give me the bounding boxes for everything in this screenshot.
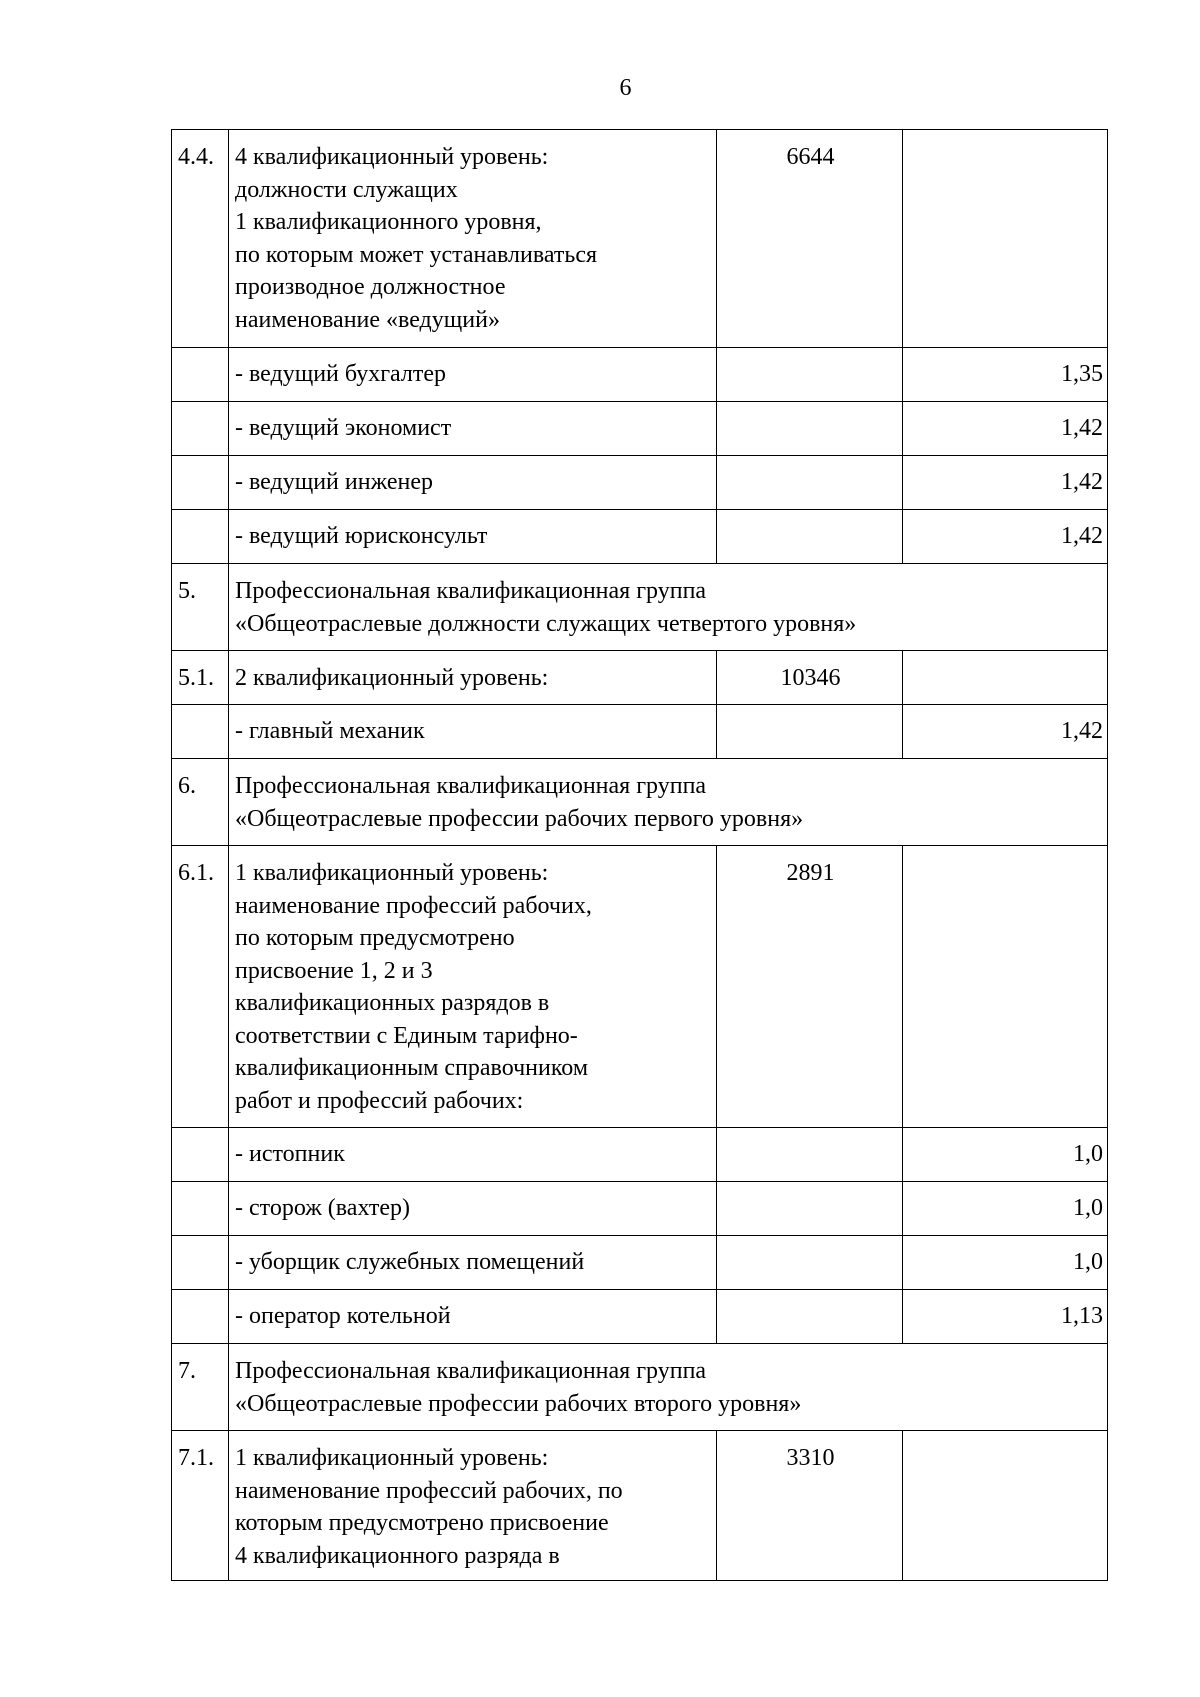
group-heading-line: «Общеотраслевые профессии рабочих первого уровня» — [235, 805, 804, 832]
table-row-position — [172, 705, 1108, 759]
group-heading-line: Профессиональная квалификационная группа — [235, 773, 707, 799]
table-row-group-5 — [172, 564, 1108, 651]
description-line: квалификационных разрядов в — [235, 990, 550, 1016]
coefficient: 1,0 — [903, 1182, 1108, 1236]
table-row-group-7 — [172, 1344, 1108, 1431]
page-number: 6 — [619, 75, 632, 101]
description-line: 4 квалификационного разряда в — [235, 1542, 560, 1569]
table-row-position — [172, 1128, 1108, 1182]
position-name: - сторож (вахтер) — [229, 1182, 717, 1236]
row-number: 4.4. — [172, 130, 229, 348]
row-number — [172, 402, 229, 456]
row-number — [172, 705, 229, 759]
base-salary — [717, 1236, 903, 1290]
row-number: 7. — [172, 1344, 229, 1431]
row-number — [172, 510, 229, 564]
row-number: 6. — [172, 759, 229, 846]
qualification-description — [229, 846, 717, 1128]
row-number — [172, 1128, 229, 1182]
salary-coefficient-table — [171, 129, 1108, 1581]
group-heading-line: «Общеотраслевые профессии рабочих второго уровня» — [235, 1390, 802, 1417]
coefficient — [903, 1431, 1108, 1581]
table-row-4-4 — [172, 130, 1108, 348]
position-name: - ведущий инженер — [229, 456, 717, 510]
base-salary — [717, 705, 903, 759]
group-heading-line: Профессиональная квалификационная группа — [235, 578, 707, 604]
coefficient: 1,42 — [903, 456, 1108, 510]
coefficient: 1,0 — [903, 1128, 1108, 1182]
base-salary: 2891 — [717, 846, 903, 1128]
table-row-group-6 — [172, 759, 1108, 846]
coefficient — [903, 846, 1108, 1128]
description-line: производное должностное — [235, 274, 506, 300]
description-line: наименование «ведущий» — [235, 306, 500, 333]
coefficient: 1,0 — [903, 1236, 1108, 1290]
group-heading — [229, 1344, 1108, 1431]
group-heading-line: Профессиональная квалификационная группа — [235, 1358, 707, 1384]
description-line: квалификационным справочником — [235, 1055, 589, 1081]
position-name: - ведущий экономист — [229, 402, 717, 456]
description-line: 1 квалификационного уровня, — [235, 209, 542, 235]
description-line: по которым предусмотрено — [235, 925, 515, 951]
row-number: 5. — [172, 564, 229, 651]
coefficient: 1,42 — [903, 402, 1108, 456]
table-row-6-1 — [172, 846, 1108, 1128]
base-salary — [717, 1128, 903, 1182]
description-line: работ и профессий рабочих: — [235, 1087, 524, 1114]
table-row-position — [172, 1290, 1108, 1344]
row-number: 7.1. — [172, 1431, 229, 1581]
coefficient: 1,42 — [903, 705, 1108, 759]
description-line: присвоение 1, 2 и 3 — [235, 957, 433, 984]
position-name: - ведущий бухгалтер — [229, 348, 717, 402]
qualification-description — [229, 1431, 717, 1581]
row-number — [172, 1290, 229, 1344]
description-line: 1 квалификационный уровень: — [235, 1445, 549, 1471]
coefficient — [903, 651, 1108, 705]
base-salary — [717, 348, 903, 402]
table-row-position — [172, 510, 1108, 564]
qualification-description — [229, 130, 717, 348]
description-line: 1 квалификационный уровень: — [235, 860, 549, 886]
table-row-position — [172, 402, 1108, 456]
group-heading-line: «Общеотраслевые должности служащих четвертого уровня» — [235, 610, 857, 637]
row-number: 6.1. — [172, 846, 229, 1128]
row-number: 5.1. — [172, 651, 229, 705]
coefficient: 1,13 — [903, 1290, 1108, 1344]
description-line: наименование профессий рабочих, — [235, 892, 592, 919]
coefficient: 1,35 — [903, 348, 1108, 402]
description-line: наименование профессий рабочих, по — [235, 1477, 623, 1504]
table-row-7-1 — [172, 1431, 1108, 1581]
base-salary: 10346 — [717, 651, 903, 705]
coefficient — [903, 130, 1108, 348]
position-name: - оператор котельной — [229, 1290, 717, 1344]
table-row-position — [172, 1182, 1108, 1236]
group-heading — [229, 759, 1108, 846]
position-name: - главный механик — [229, 705, 717, 759]
table-row-position — [172, 456, 1108, 510]
row-number — [172, 1182, 229, 1236]
description-line: по которым может устанавливаться — [235, 241, 598, 268]
row-number — [172, 348, 229, 402]
coefficient: 1,42 — [903, 510, 1108, 564]
base-salary — [717, 1182, 903, 1236]
row-number — [172, 456, 229, 510]
description-line: которым предусмотрено присвоение — [235, 1510, 609, 1536]
description-line: должности служащих — [235, 176, 458, 203]
position-name: - уборщик служебных помещений — [229, 1236, 717, 1290]
qualification-description: 2 квалификационный уровень: — [229, 651, 717, 705]
base-salary — [717, 510, 903, 564]
table-row-position — [172, 348, 1108, 402]
base-salary: 6644 — [717, 130, 903, 348]
table-row-5-1 — [172, 651, 1108, 705]
row-number — [172, 1236, 229, 1290]
base-salary: 3310 — [717, 1431, 903, 1581]
position-name: - ведущий юрисконсульт — [229, 510, 717, 564]
position-name: - истопник — [229, 1128, 717, 1182]
description-line: соответствии с Единым тарифно- — [235, 1022, 578, 1049]
base-salary — [717, 402, 903, 456]
group-heading — [229, 564, 1108, 651]
table-row-position — [172, 1236, 1108, 1290]
base-salary — [717, 1290, 903, 1344]
base-salary — [717, 456, 903, 510]
description-line: 4 квалификационный уровень: — [235, 144, 549, 170]
